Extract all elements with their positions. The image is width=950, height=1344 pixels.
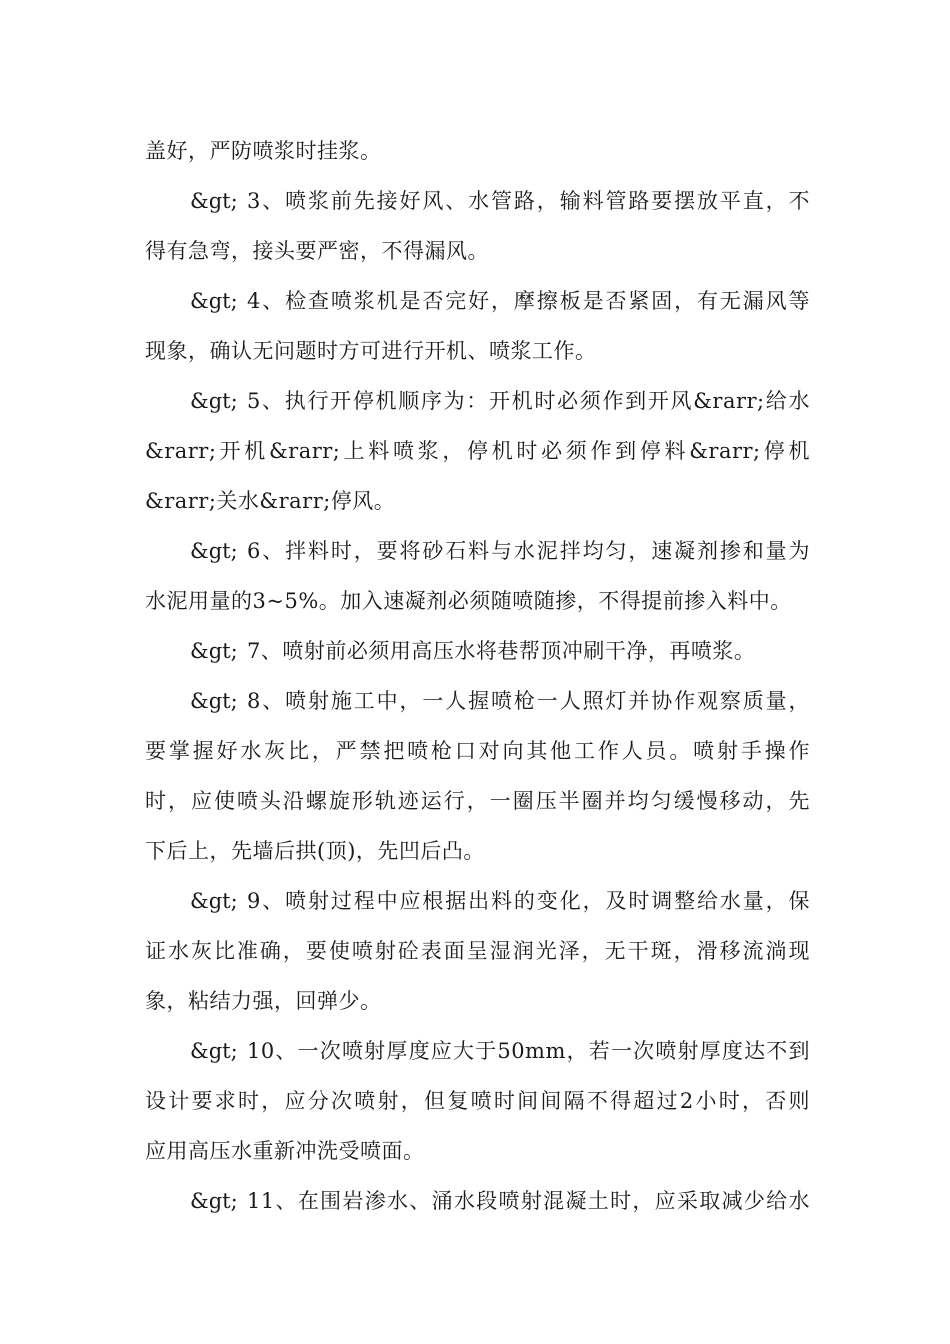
paragraph-line: 11、在围岩渗水、涌水段喷射混凝土时，应采取减少给水: [247, 1189, 810, 1213]
paragraph-line: 象，粘结力强，回弹少。: [145, 989, 382, 1013]
paragraph-line: 9、喷射过程中应根据出料的变化，及时调整给水量，保: [247, 889, 810, 913]
paragraph-line: 4、检查喷浆机是否完好，摩擦板是否紧固，有无漏风等: [247, 289, 810, 313]
paragraph-line: 6、拌料时，要将砂石料与水泥拌均匀，速凝剂掺和量为: [247, 539, 810, 563]
paragraph-line: 设计要求时，应分次喷射，但复喷时间间隔不得超过2小时，否则: [145, 1089, 810, 1113]
list-marker: &gt;: [190, 189, 238, 213]
list-marker: &gt;: [190, 539, 238, 563]
paragraph-line: 盖好，严防喷浆时挂浆。: [145, 139, 382, 163]
paragraph-line: 证水灰比准确，要使喷射砼表面呈湿润光泽，无干斑，滑移流淌现: [145, 939, 810, 963]
list-marker: &gt;: [190, 889, 238, 913]
paragraph-line: 3、喷浆前先接好风、水管路，输料管路要摆放平直，不: [247, 189, 810, 213]
paragraph-line: 水泥用量的3~5%。加入速凝剂必须随喷随掺，不得提前掺入料中。: [145, 589, 792, 613]
paragraph-line: 5、执行开停机顺序为：开机时必须作到开风&rarr;给水: [247, 389, 810, 413]
paragraph-line: 时，应使喷头沿螺旋形轨迹运行，一圈压半圈并均匀缓慢移动，先: [145, 789, 810, 813]
paragraph-line: 8、喷射施工中，一人握喷枪一人照灯并协作观察质量，: [247, 689, 810, 713]
paragraph-line: &rarr;关水&rarr;停风。: [145, 489, 396, 513]
paragraph-line: 要掌握好水灰比，严禁把喷枪口对向其他工作人员。喷射手操作: [145, 739, 810, 763]
list-marker: &gt;: [190, 289, 238, 313]
paragraph-line: 应用高压水重新冲洗受喷面。: [145, 1139, 425, 1163]
paragraph-line: 7、喷射前必须用高压水将巷帮顶冲刷干净，再喷浆。: [247, 639, 756, 663]
paragraph-line: 现象，确认无问题时方可进行开机、喷浆工作。: [145, 339, 597, 363]
paragraph-line: 得有急弯，接头要严密，不得漏风。: [145, 239, 489, 263]
paragraph-line: 10、一次喷射厚度应大于50mm，若一次喷射厚度达不到: [247, 1039, 810, 1063]
paragraph-line: 下后上，先墙后拱(顶)，先凹后凸。: [145, 839, 485, 863]
paragraph-line: &rarr;开机&rarr;上料喷浆，停机时必须作到停料&rarr;停机: [145, 439, 810, 463]
list-marker: &gt;: [190, 389, 238, 413]
list-marker: &gt;: [190, 1039, 238, 1063]
list-marker: &gt;: [190, 689, 238, 713]
list-marker: &gt;: [190, 1189, 238, 1213]
list-marker: &gt;: [190, 639, 238, 663]
